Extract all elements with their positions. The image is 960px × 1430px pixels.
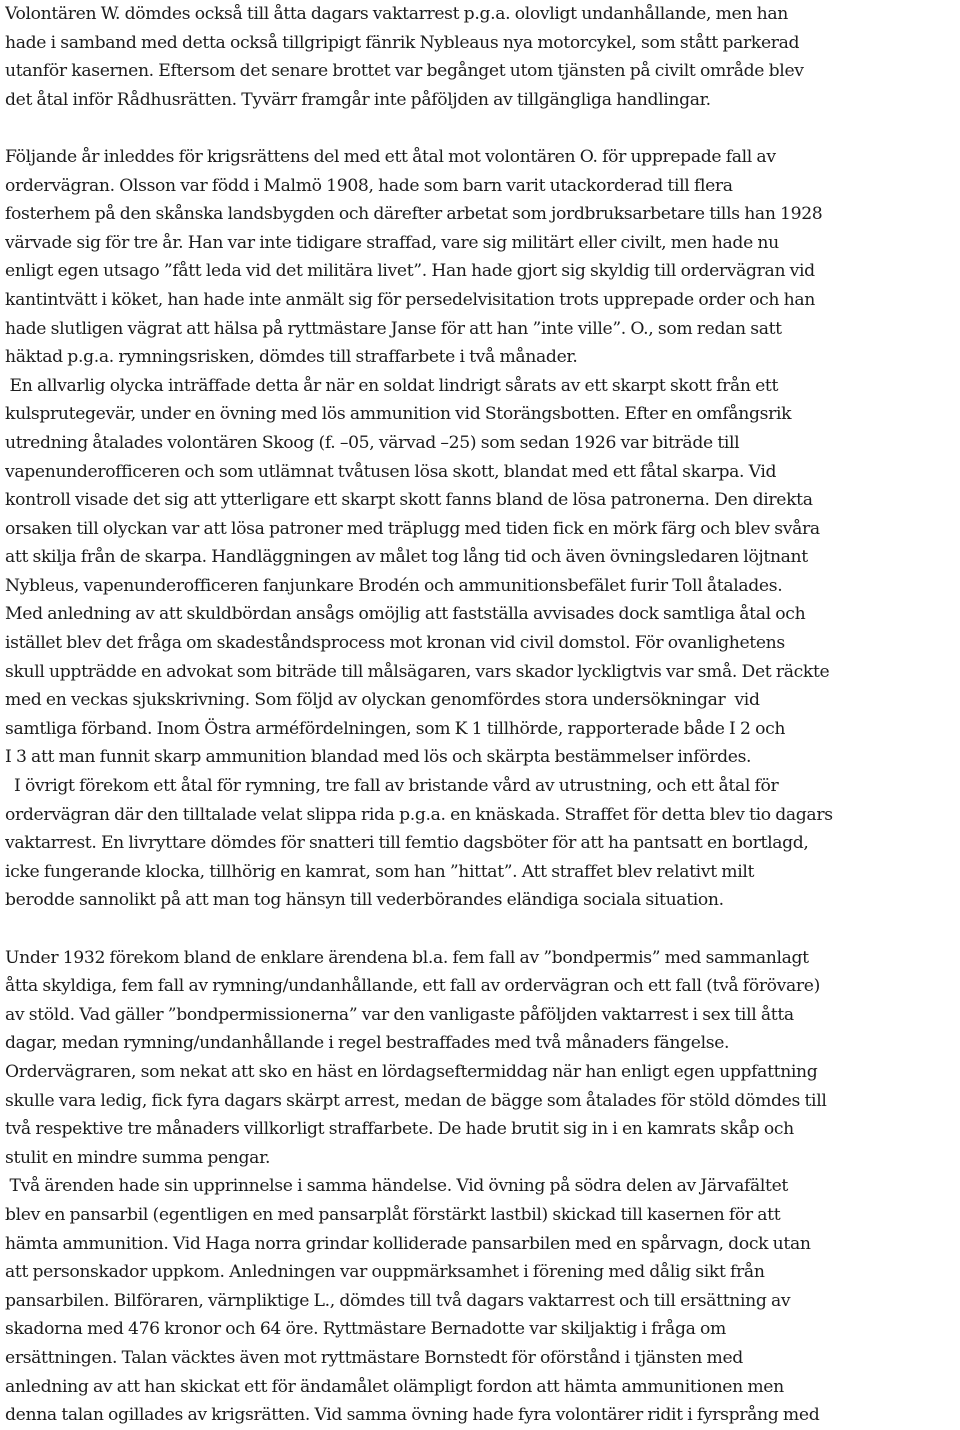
text-line: vapenunderofficeren och som utlämnat tvåtusen lösa skott, blandat med ett fåtal skarpa. Vid — [5, 461, 777, 482]
text-line: vaktarrest. En livryttare dömdes för snatteri till femtio dagsböter för att ha pantsatt en bortlagd, — [5, 833, 809, 854]
text-line: Med anledning av att skuldbördan ansågs omöjlig att fastställa avvisades dock samtliga åtal och — [5, 604, 806, 625]
text-line: kantintvätt i köket, han hade inte anmält sig för persedelvisitation trots upprepade order och han — [5, 289, 815, 310]
text-line: med en veckas sjukskrivning. Som följd av olyckan genomfördes stora undersökningar vid — [5, 690, 760, 711]
text-line: orsaken till olyckan var att lösa patroner med träplugg med tiden fick en mörk färg och blev svåra — [5, 518, 820, 539]
text-line: Under 1932 förekom bland de enklare ärendena bl.a. fem fall av ”bondpermis” med sammanlagt — [5, 947, 809, 968]
text-line: enligt egen utsago ”fått leda vid det militära livet”. Han hade gjort sig skyldig till ordervägran vid — [5, 261, 815, 282]
text-line: värvade sig för tre år. Han var inte tidigare straffad, vare sig militärt eller civilt, men hade nu — [5, 232, 779, 253]
text-line: ordervägran. Olsson var född i Malmö 1908, hade som barn varit utackorderad till flera — [5, 175, 733, 196]
text-line: skulle vara ledig, fick fyra dagars skärpt arrest, medan de bägge som åtalades för stöld dömdes till — [5, 1090, 827, 1111]
text-line: häktad p.g.a. rymningsrisken, dömdes till straffarbete i två månader. — [5, 347, 578, 368]
text-line: dagar, medan rymning/undanhållande i regel bestraffades med två månaders fängelse. — [5, 1033, 730, 1054]
document-page — [5, 0, 960, 1430]
text-line: samtliga förband. Inom Östra arméfördelningen, som K 1 tillhörde, rapporterade både I 2 och — [5, 718, 786, 739]
text-line: icke fungerande klocka, tillhörig en kamrat, som han ”hittat”. Att straffet blev relativt milt — [5, 861, 755, 882]
text-line: pansarbilen. Bilföraren, värnpliktige L., dömdes till två dagars vaktarrest och till ersättning av — [5, 1290, 791, 1311]
text-line: denna talan ogillades av krigsrätten. Vid samma övning hade fyra volontärer ridit i fyrsprång med — [5, 1405, 820, 1426]
text-line: utanför kasernen. Eftersom det senare brottet var begånget utom tjänsten på civilt område blev — [5, 61, 804, 82]
text-line: Volontären W. dömdes också till åtta dagars vaktarrest p.g.a. olovligt undanhållande, men han — [5, 4, 788, 24]
text-line: hade slutligen vägrat att hälsa på ryttmästare Janse för att han ”inte ville”. O., som redan satt — [5, 318, 782, 339]
text-line: berodde sannolikt på att man tog hänsyn till vederbörandes eländiga sociala situation. — [5, 890, 724, 911]
text-line: Följande år inleddes för krigsrättens del med ett åtal mot volontären O. för upprepade fall av — [5, 146, 776, 167]
text-line: Två ärenden hade sin upprinnelse i samma händelse. Vid övning på södra delen av Järvafältet — [5, 1176, 788, 1197]
text-line: stulit en mindre summa pengar. — [5, 1147, 271, 1168]
paragraph-gap — [5, 915, 960, 944]
text-line: att personskador uppkom. Anledningen var ouppmärksamhet i förening med dålig sikt från — [5, 1262, 765, 1283]
text-line: Ordervägraren, som nekat att sko en häst en lördagseftermiddag när han enligt egen uppfattning — [5, 1061, 818, 1082]
text-line: I 3 att man funnit skarp ammunition blandad med lös och skärpta bestämmelser infördes. — [5, 747, 752, 768]
text-line: anledning av att han skickat ett för ändamålet olämpligt fordon att hämta ammunitionen men — [5, 1376, 784, 1397]
paragraph-following-year — [5, 143, 960, 915]
text-line: Nybleus, vapenunderofficeren fanjunkare Brodén och ammunitionsbefälet furir Toll åtalades. — [5, 575, 783, 596]
text-line: det åtal inför Rådhusrätten. Tyvärr framgår inte påföljden av tillgängliga handlingar. — [5, 89, 711, 110]
paragraph-gap — [5, 114, 960, 143]
text-line: skull uppträdde en advokat som biträde till målsägaren, vars skador lyckligtvis var små. Det räckte — [5, 661, 830, 682]
text-line: istället blev det fråga om skadeståndsprocess mot kronan vid civil domstol. För ovanlighetens — [5, 633, 785, 654]
text-line: I övrigt förekom ett åtal för rymning, tre fall av bristande vård av utrustning, och ett åtal för — [5, 776, 779, 797]
text-line: fosterhem på den skånska landsbygden och därefter arbetat som jordbruksarbetare tills han 1928 — [5, 204, 823, 225]
text-line: av stöld. Vad gäller ”bondpermissionerna” var den vanligaste påföljden vaktarrest i sex till åtta — [5, 1004, 794, 1025]
text-line: blev en pansarbil (egentligen en med pansarplåt förstärkt lastbil) skickad till kasernen för att — [5, 1204, 781, 1225]
text-line: En allvarlig olycka inträffade detta år när en soldat lindrigt sårats av ett skarpt skott från ett — [5, 375, 779, 396]
text-line: hade i samband med detta också tillgripigt fänrik Nybleaus nya motorcykel, som stått parkerad — [5, 32, 800, 53]
paragraph-year-1932 — [5, 944, 960, 1430]
text-line: att skilja från de skarpa. Handläggningen av målet tog lång tid och även övningsledaren löjtnant — [5, 547, 808, 568]
text-line: två respektive tre månaders villkorligt straffarbete. De hade brutit sig in i en kamrats skåp och — [5, 1119, 794, 1140]
text-line: utredning åtalades volontären Skoog (f. –05, värvad –25) som sedan 1926 var biträde till — [5, 432, 740, 453]
text-line: ersättningen. Talan väcktes även mot ryttmästare Bornstedt för oförstånd i tjänsten med — [5, 1347, 743, 1368]
text-line: kontroll visade det sig att ytterligare ett skarpt skott fanns bland de lösa patronerna. Den direkta — [5, 490, 813, 511]
paragraph-motorcycle — [5, 0, 960, 114]
text-line: ordervägran där den tilltalade velat slippa rida p.g.a. en knäskada. Straffet för detta blev tio dagars — [5, 804, 833, 825]
text-line: åtta skyldiga, fem fall av rymning/undanhållande, ett fall av ordervägran och ett fall (två förövare) — [5, 976, 820, 997]
text-line: skadorna med 476 kronor och 64 öre. Ryttmästare Bernadotte var skiljaktig i fråga om — [5, 1319, 726, 1340]
text-line: hämta ammunition. Vid Haga norra grindar kolliderade pansarbilen med en spårvagn, dock utan — [5, 1233, 811, 1254]
text-line: kulsprutegevär, under en övning med lös ammunition vid Storängsbotten. Efter en omfångsrik — [5, 404, 792, 425]
